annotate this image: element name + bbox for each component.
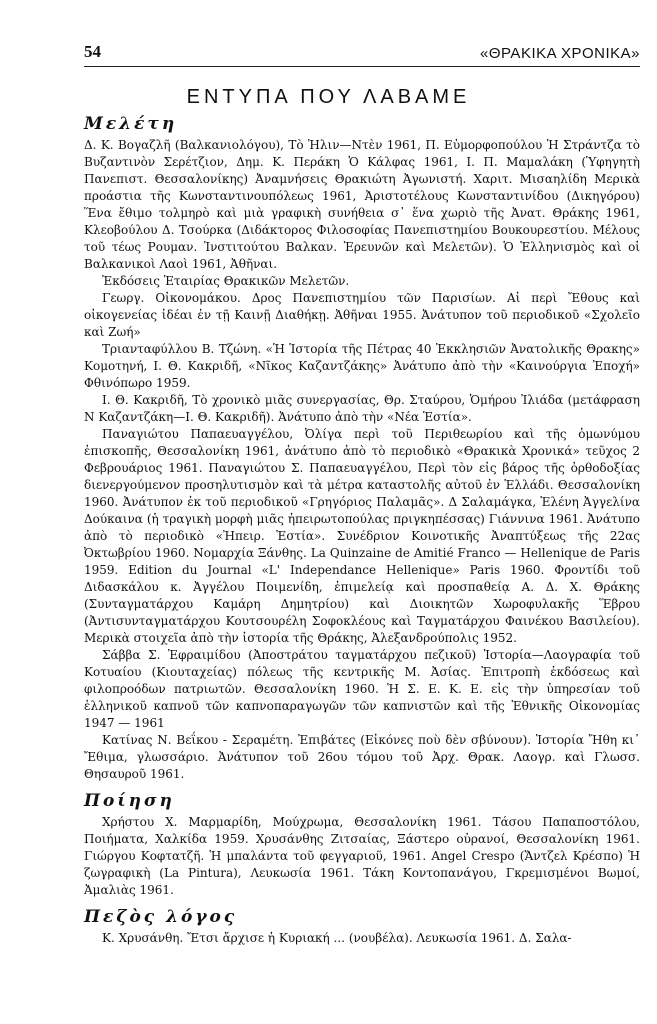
running-head: «ΘΡΑΚΙΚΑ ΧΡΟΝΙΚΑ» <box>480 45 640 62</box>
page-title: ΕΝΤΥΠΑ ΠΟΥ ΛΑΒΑΜΕ <box>186 86 471 108</box>
entry-paragraph: Κ. Χρυσάνθη. Ἔτσι ἄρχισε ἡ Κυριακή ... (νουβέλα). Λευκωσία 1961. Δ. Σαλα- <box>102 931 572 945</box>
entry-paragraph: Τριανταφύλλου Β. Τζώνη. «Ἡ Ἱστορία τῆς Πέτρας 40 Ἐκκλησιῶν Ἀνατολικῆς Θρακης» Κομοτηνή, Ι. Θ. Κακριδῆ, «Νῖκος Καζαντζάκης» Ἀνάτυπο ἀπὸ τὴν «Καινούργια Ἐποχή» Φθινόπωρο 1959. <box>84 342 640 390</box>
entry-paragraph: Γεωργ. Οἰκονομάκου. Δρος Πανεπιστημίου τῶν Παρισίων. Αἱ περὶ Ἔθους καὶ οἰκογενείας ἰδέαι ἐν τῇ Καινῇ Διαθήκῃ. Ἀθῆναι 1955. Ἀνάτυπον τοῦ περιοδικοῦ «Σχολεῖο καὶ Ζωή» <box>84 291 640 339</box>
entry-paragraph: Ἐκδόσεις Ἑταιρίας Θρακικῶν Μελετῶν. <box>102 274 350 288</box>
main-content <box>84 112 640 947</box>
page-header <box>84 36 640 67</box>
entry-paragraph: Σάββα Σ. Ἐφραιμίδου (Ἀποστράτου ταγματάρχου πεζικοῦ) Ἱστορία—Λαογραφία τοῦ Κοτυαίου (Κιουταχείας) πόλεως τῆς κεντρικῆς Μ. Ἀσίας. Ἐπιτροπὴ ἐκδόσεως καὶ φιλοπροόδων πατριωτῶν. Θεσσαλονίκη 1960. Ἡ Σ. Ε. Κ. Ε. εἰς τὴν ὑπηρεσίαν τοῦ ἑλληνικοῦ καπνοῦ τῶν καπνοπαραγωγῶν τῶν καπνιστῶν καὶ τῆς Ἐθνικῆς Οἰκονομίας 1947 — 1961 <box>84 648 640 730</box>
page-number: 54 <box>84 42 101 61</box>
entry-paragraph: Ι. Θ. Κακριδῆ, Τὸ χρονικὸ μιᾶς συνεργασίας, Θρ. Σταύρου, Ὁμήρου Ἰλιάδα (μετάφραση Ν Καζαντζάκη—Ι. Θ. Κακριδῆ). Ἀνάτυπο ἀπὸ τὴν «Νέα Ἑστία». <box>84 393 640 424</box>
section-heading-study: Μελέτη <box>84 114 178 134</box>
entry-paragraph: Παναγιώτου Παπαευαγγέλου, Ὀλίγα περὶ τοῦ Περιθεωρίου καὶ τῆς ὁμωνύμου ἐπισκοπῆς, Θεσσαλονίκη 1961, ἀνάτυπο ἀπὸ τὸ περιοδικὸ «Θρακικὰ Χρονικά» τεῦχος 2 Φεβρουάριος 1961. Παναγιώτου Σ. Παπαευαγγέλου, Περὶ τὸν εἰς βάρος τῆς ὀρθοδοξίας διενεργούμενον προσηλυτισμὸν καὶ τὰ μέτρα καταστολῆς αὐτοῦ ἐν Ἑλλάδι. Θεσσαλονίκη 1960. Ἀνάτυπον ἐκ τοῦ περιοδικοῦ «Γρηγόριος Παλαμᾶς». Δ Σαλαμάγκα, Ἑλένη Ἀγγελίνα Δούκαινα (ἡ τραγικὴ μορφὴ μιᾶς ἠπειρωτοπούλας πριγκηπέσσας) Γιάννινα 1961. Ἀνάτυπο ἀπὸ τὸ περιοδικὸ «Ἠπειρ. Ἑστία». Συνέδριον Κοινοτικῆς Ἀναπτύξεως τῆς 22ας Ὀκτωβρίου 1960. Νομαρχία Ξάνθης. La Quinzaine de Amitié Franco — Hellenique de Paris 1959. Edition du Journal «L' Independance Hellenique» Paris 1960. Φροντίδι τοῦ Διδασκάλου κ. Ἀγγέλου Ποιμενίδη, ἐπιμελείᾳ καὶ προσπαθείᾳ Α. Δ. Χ. Θράκης (Συνταγματάρχου Καμάρη Δημητρίου) καὶ Διοικητῶν Χωροφυλακῆς Ἕβρου (Ἀντισυνταγματάρχου Κουτσουρέλη Σοφοκλέους καὶ Ταγματάρχου Φαινέκου Βασιλείου). Μερικὰ στοιχεῖα ἀπὸ τὴν ἱστορία τῆς Θράκης, Ἀλεξανδρούπολις 1952. <box>84 427 640 645</box>
section-heading-prose: Πεζὸς λόγος <box>84 907 238 927</box>
entry-paragraph: Χρήστου Χ. Μαρμαρίδη, Μούχρωμα, Θεσσαλονίκη 1961. Τάσου Παπαποστόλου, Ποιήματα, Χαλκίδα 1959. Χρυσάνθης Ζιτσαίας, Ξάστερο οὐρανοί, Θεσσαλονίκη 1961. Γιώργου Κοφτατζῆ. Ἡ μπαλάντα τοῦ φεγγαριοῦ, 1961. Angel Crespo (Ἄντζελ Κρέσπο) Ἡ ζωγραφικὴ (La Pintura), Λευκωσία 1961. Τάκη Κοντοπανάγου, Γκρεμισμένοι Βωμοί, Ἀμαλιὰς 1961. <box>84 815 640 897</box>
entry-paragraph: Κατίνας Ν. Βεΐκου - Σεραμέτη. Ἐπιβάτες (Εἰκόνες ποὺ δὲν σβύνουν). Ἱστορία Ἤθη κι᾽ Ἔθιμα, γλωσσάριο. Ἀνάτυπον τοῦ 26ου τόμου τοῦ Ἀρχ. Θρακ. Λαογρ. καὶ Γλωσσ. Θησαυροῦ 1961. <box>84 733 640 781</box>
section-heading-poetry: Ποίηση <box>84 791 175 811</box>
entry-paragraph: Δ. Κ. Βογαζλῆ (Βαλκανιολόγου), Τὸ Ἠλιν—Ντὲν 1961, Π. Εὐμορφοπούλου Ἡ Στράντζα τὸ Βυζαντινὸν Σερέτζιον, Δημ. Κ. Περάκη Ὁ Κάλφας 1961, Ι. Π. Μαμαλάκη (Ὑφηγητὴ Πανεπιστ. Θεσσαλονίκης) Ἀναμνήσεις Θρακιώτη Ἀγωνιστή. Χαριτ. Μισαηλίδη Μερικὰ προάστια τῆς Κωνσταντινουπόλεως 1961, Ἀριστοτέλους Κωνσταντινίδου (Δικηγόρου) Ἕνα ἔθιμο τολμηρὸ καὶ μιὰ γραφικὴ συνήθεια σ᾽ ἕνα χωριὸ τῆς Ἀνατ. Θράκης 1961, Κλεοβούλου Δ. Τσούρκα (Διδάκτορος Φιλοσοφίας Πανεπιστημίου Βουκουρεστίου. Μέλους τοῦ τέως Ρουμαν. Ἰνστιτούτου Βαλκαν. Ἐρευνῶν καὶ Μελετῶν). Ὁ Ἑλληνισμὸς καὶ οἱ Βαλκανικοὶ Λαοὶ 1961, Ἀθῆναι. <box>84 138 640 271</box>
